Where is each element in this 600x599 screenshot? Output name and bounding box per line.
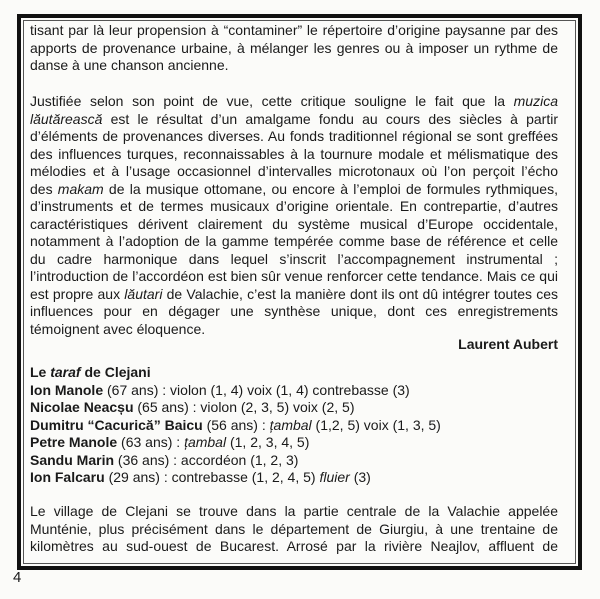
member-name: Nicolae Neacșu	[30, 399, 134, 415]
text-line	[30, 286, 558, 304]
member-name: taraf	[50, 364, 81, 380]
text-line	[30, 40, 558, 58]
member-name: de Clejani	[80, 364, 151, 380]
page-number: 4	[13, 569, 22, 586]
text-line	[30, 538, 558, 556]
text-segment: (67 ans) : violon (1, 4) voix (1, 4) contrebasse (3)	[103, 381, 410, 398]
text-segment: Munténie, plus précisément dans le département de Giurgiu, à une trentaine de	[30, 520, 558, 537]
text-segment: Justifiée selon son point de vue, cette critique souligne le fait que la	[30, 93, 514, 109]
text-line	[30, 382, 558, 400]
text-line	[30, 128, 558, 146]
text-segment: (3)	[349, 469, 371, 485]
taraf-member-list	[30, 364, 558, 487]
text-segment: de la musique ottomane, ou encore à l’emploi de formules rythmiques,	[103, 180, 558, 197]
text-segment: (1,2, 5) voix (1, 3, 5)	[311, 416, 441, 433]
text-line	[30, 521, 558, 539]
text-segment: danse à une chanson ancienne.	[30, 57, 229, 73]
text-segment: caractéristiques dérivent clairement du système musical d’Europe occidentale,	[30, 215, 558, 232]
text-segment: (1, 2, 3, 4, 5)	[226, 434, 310, 450]
text-segment: mélodies et à l’usage occasionnel d’intervalles microtonaux où l’on perçoit l’écho	[30, 163, 558, 179]
italic-term: lăutari	[124, 285, 163, 302]
text-segment: (36 ans) : accordéon (1, 2, 3)	[114, 451, 299, 468]
italic-term: lăutărească	[30, 110, 103, 127]
member-name: Le	[30, 364, 51, 380]
text-segment: d’instruments et de termes musicaux d’origine orientale. En contrepartie, d’autres	[30, 198, 558, 214]
member-name: Ion Manole	[30, 381, 104, 398]
paragraph-1	[30, 22, 558, 75]
italic-term: makam	[57, 180, 104, 197]
paragraph-2	[30, 93, 558, 338]
text-line	[30, 93, 558, 111]
text-line	[30, 503, 558, 521]
text-line	[30, 111, 558, 129]
text-segment: d’éléments de provenances diverses. Au fonds traditionnel régional se sont greffées	[30, 128, 558, 144]
member-name: Sandu Marin	[30, 451, 115, 468]
text-line	[30, 216, 558, 234]
text-segment: (63 ans) :	[117, 434, 185, 450]
text-segment: (29 ans) : contrebasse (1, 2, 4, 5)	[104, 469, 320, 485]
member-name: Ion Falcaru	[30, 469, 105, 485]
text-line	[30, 434, 558, 452]
text-line	[30, 251, 558, 269]
text-line	[30, 181, 558, 199]
text-segment: des	[30, 180, 58, 197]
italic-term: țambal	[269, 416, 312, 433]
text-line	[30, 198, 558, 216]
text-segment: de Valachie, c’est la manière dont ils ont dû intégrer toutes ces	[162, 285, 558, 302]
text-segment: témoignent avec éloquence.	[30, 320, 206, 337]
text-segment: kilomètres au sud-ouest de Bucarest. Arrosé par la rivière Neajlov, affluent de	[30, 538, 558, 554]
italic-term: țambal	[184, 434, 227, 450]
text-segment: notamment à l’adoption de la gamme tempérée comme base de référence et celle	[30, 233, 558, 249]
text-segment: influences pour en dégager une synthèse unique, dont ces enregistrements	[30, 303, 558, 319]
text-line	[30, 303, 558, 321]
text-segment: est le résultat d’un amalgame fondu au cours des siècles à partir	[102, 110, 558, 127]
text-line	[30, 469, 558, 487]
text-segment: tisant par là leur propension à “contaminer” le répertoire d’origine paysanne par des	[30, 22, 558, 38]
text-line	[30, 417, 558, 435]
italic-term: muzica	[513, 93, 558, 109]
member-name: Petre Manole	[30, 434, 118, 450]
text-line	[30, 364, 558, 382]
text-line	[30, 268, 558, 286]
italic-term: fluier	[319, 469, 350, 485]
paragraph-3	[30, 503, 558, 556]
text-line	[30, 233, 558, 251]
text-segment: du cadre harmonique dans lequel s’inscrit l’accompagnement instrumental ;	[30, 250, 558, 267]
author-signature: Laurent Aubert	[458, 336, 558, 352]
text-line	[30, 57, 558, 75]
text-line	[30, 163, 558, 181]
text-line	[30, 22, 558, 40]
text-segment: Le village de Clejani se trouve dans la partie centrale de la Valachie appelée	[30, 503, 558, 519]
text-line	[30, 399, 558, 417]
text-segment: (56 ans) :	[202, 416, 270, 433]
text-segment: des influences turques, reconnaissables à la tournure modale et mélismatique des	[30, 145, 558, 162]
member-name: Dumitru “Cacurică” Baicu	[30, 416, 203, 433]
text-segment: est propre aux	[30, 285, 125, 302]
text-line	[30, 452, 558, 470]
text-line	[30, 146, 558, 164]
text-segment: apports de provenance urbaine, à mélanger les genres ou à imposer un rythme de	[30, 39, 558, 56]
text-segment: l’introduction de l’accordéon est bien sûr venue renforcer cette tendance. Mais ce qui	[30, 268, 558, 284]
text-segment: (65 ans) : violon (2, 3, 5) voix (2, 5)	[133, 399, 355, 415]
